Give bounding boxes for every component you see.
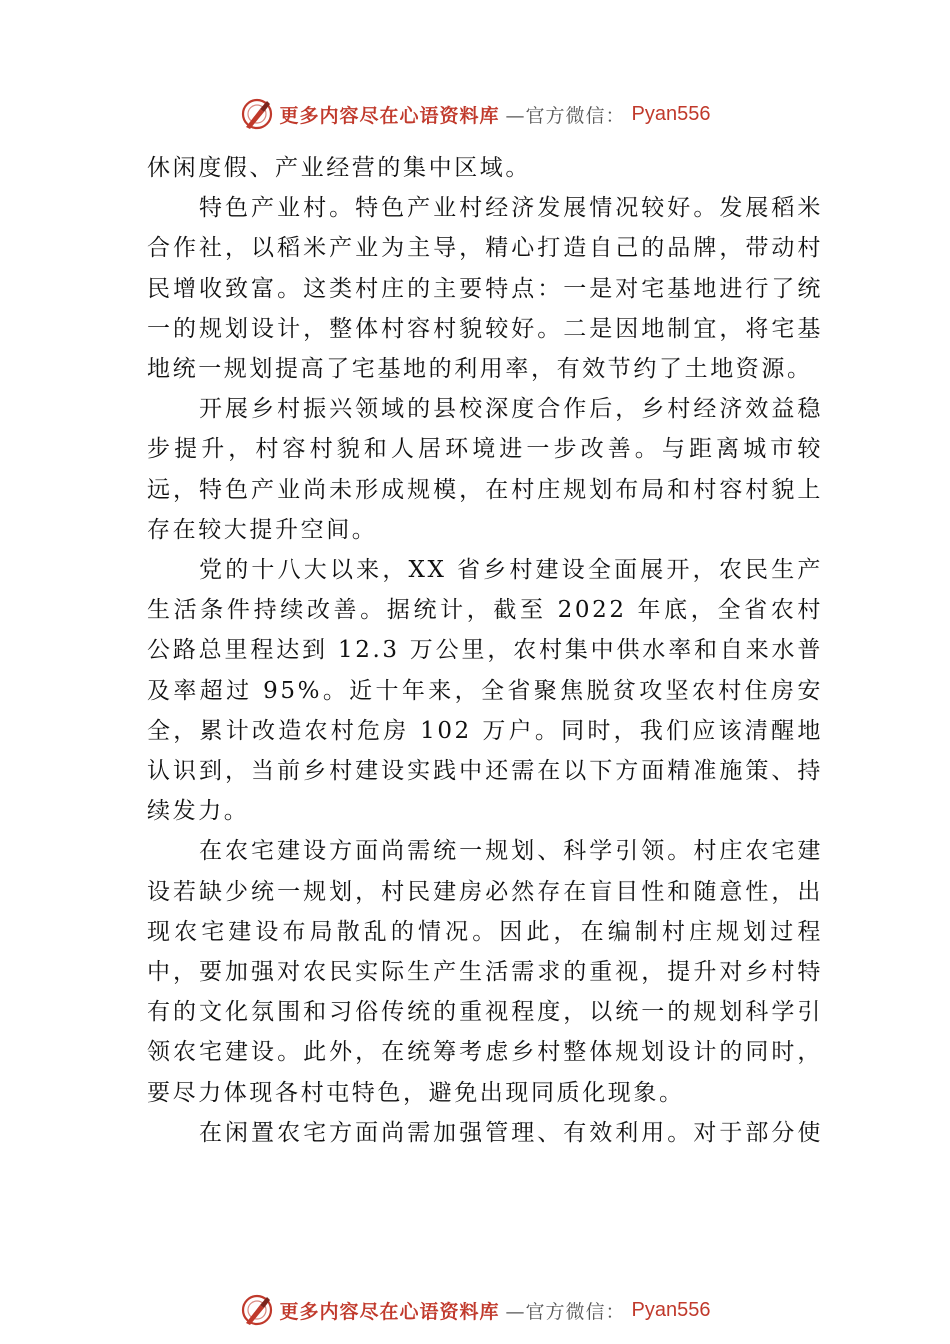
banner-library-text: 更多内容尽在心语资料库 bbox=[279, 104, 500, 127]
banner-library-text: 更多内容尽在心语资料库 bbox=[279, 1300, 500, 1323]
paragraph: 党的十八大以来，XX 省乡村建设全面展开，农民生产生活条件持续改善。据统计，截至 2022 年底，全省农村公路总里程达到 12.3 万公里，农村集中供水率和自来水普及率超过 95%。近十年来，全省聚焦脱贫攻坚农村住房安全，累计改造农村危房 102 万户。同时，我们应该清醒地认识到，当前乡村建设实践中还需在以下方面精准施策、持续发力。 bbox=[147, 557, 823, 825]
paragraph: 特色产业村。特色产业村经济发展情况较好。发展稻米合作社，以稻米产业为主导，精心打造自己的品牌，带动村民增收致富。这类村庄的主要特点：一是对宅基地进行了统一的规划设计，整体村容村貌较好。二是因地制宜，将宅基地统一规划提高了宅基地的利用率，有效节约了土地资源。 bbox=[147, 195, 823, 383]
pen-logo-icon bbox=[240, 1293, 274, 1327]
header-banner bbox=[0, 94, 950, 134]
paragraph: 休闲度假、产业经营的集中区域。 bbox=[147, 155, 531, 181]
paragraph: 在闲置农宅方面尚需加强管理、有效利用。对于部分使 bbox=[199, 1119, 823, 1146]
banner-wechat-label: —官方微信： bbox=[505, 104, 626, 127]
banner-wechat-label: —官方微信： bbox=[505, 1300, 626, 1323]
footer-banner bbox=[0, 1290, 950, 1330]
paragraph: 在农宅建设方面尚需统一规划、科学引领。村庄农宅建设若缺少统一规划，村民建房必然存在盲目性和随意性，出现农宅建设布局散乱的情况。因此，在编制村庄规划过程中，要加强对农民实际生产生活需求的重视，提升对乡村特有的文化氛围和习俗传统的重视程度，以统一的规划科学引领农宅建设。此外，在统筹考虑乡村整体规划设计的同时，要尽力体现各村屯特色，避免出现同质化现象。 bbox=[147, 838, 823, 1106]
document-body bbox=[147, 148, 823, 1153]
banner-wechat-id: Pyan556 bbox=[631, 102, 711, 125]
banner-wechat-id: Pyan556 bbox=[631, 1298, 711, 1321]
paragraph: 开展乡村振兴领域的县校深度合作后，乡村经济效益稳步提升，村容村貌和人居环境进一步改善。与距离城市较远，特色产业尚未形成规模，在村庄规划布局和村容村貌上存在较大提升空间。 bbox=[147, 396, 823, 543]
pen-logo-icon bbox=[240, 97, 274, 131]
